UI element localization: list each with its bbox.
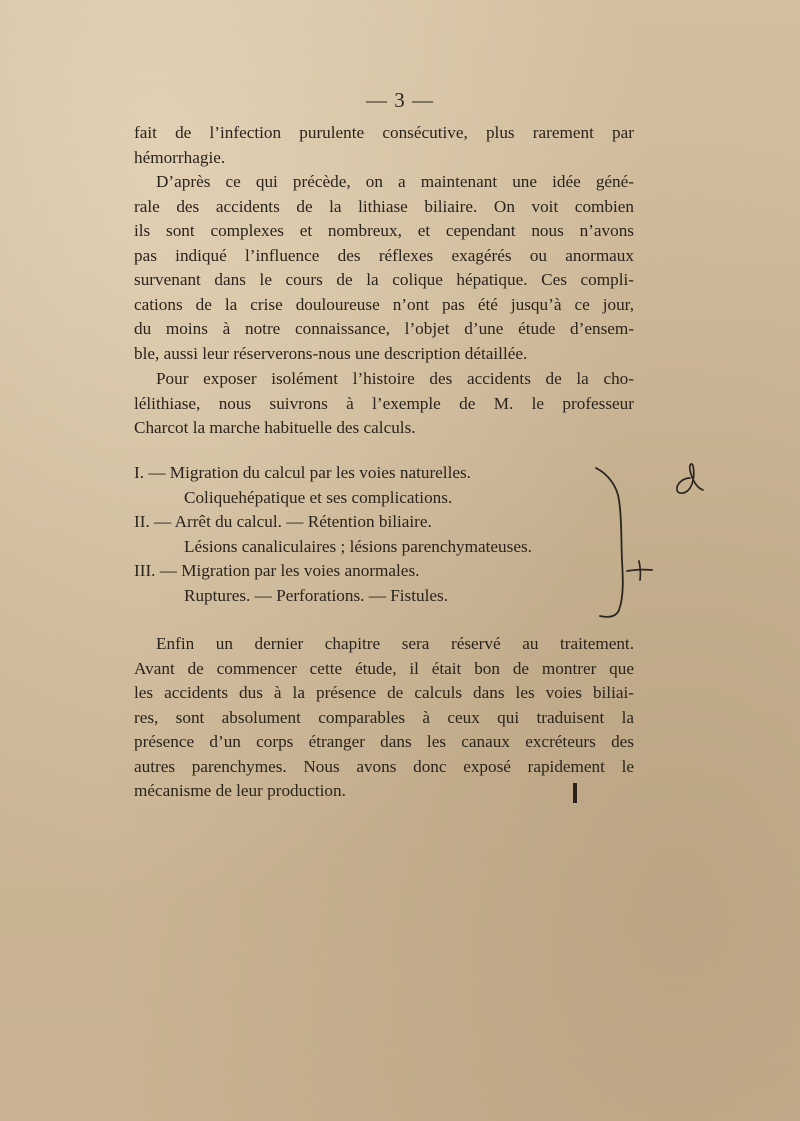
outline-item-2-sub: Lésions canaliculaires ; lésions parenchymateuses.: [184, 536, 532, 556]
text-line: Pour exposer isolément l’histoire des accidents de la cho-: [156, 369, 634, 388]
paragraph-method: [134, 367, 634, 441]
text-line: res, sont absolument comparables à ceux qui traduisent la: [134, 707, 634, 727]
text-line: Enfin un dernier chapitre sera réservé au traitement.: [156, 634, 634, 653]
outline-item-1-heading: I. — Migration du calcul par les voies naturelles.: [134, 463, 471, 482]
text-line: D’après ce qui précède, on a maintenant une idée géné-: [156, 172, 634, 191]
chapter-outline: [134, 461, 624, 608]
outline-item-3-sub: Ruptures. — Perforations. — Fistules.: [184, 585, 449, 605]
end-mark: [573, 783, 577, 803]
text-line: pas indiqué l’influence des réflexes exagérés ou anormaux: [134, 245, 634, 265]
paragraph-conclusion: [134, 632, 634, 804]
text-line: présence d’un corps étranger dans les canaux excréteurs des: [134, 732, 634, 751]
text-line: hémorrhagie.: [134, 147, 226, 167]
margin-note-top: [677, 464, 703, 493]
text-line: survenant dans le cours de la colique hépatique. Ces compli-: [134, 270, 634, 289]
page-number: — 3 —: [366, 88, 434, 112]
text-line: cations de la crise douloureuse n’ont pas été jusqu’à ce jour,: [134, 294, 634, 314]
text-line: du moins à notre connaissance, l’objet d’une étude d’ensem-: [134, 319, 634, 338]
text-line: autres parenchymes. Nous avons donc exposé rapidement le: [134, 756, 634, 776]
text-line: Avant de commencer cette étude, il était bon de montrer que: [134, 658, 634, 678]
text-line: ils sont complexes et nombreux, et cependant nous n’avons: [134, 221, 634, 240]
text-line: ble, aussi leur réserverons-nous une description détaillée.: [134, 343, 528, 363]
paragraph-continuation: [134, 121, 634, 170]
outline-item-3-heading: III. — Migration par les voies anormales.: [134, 561, 420, 580]
text-line: rale des accidents de la lithiase biliaire. On voit combien: [134, 196, 634, 216]
text-line: lélithiase, nous suivrons à l’exemple de M. le professeur: [134, 393, 634, 413]
text-line: fait de l’infection purulente consécutive, plus rarement par: [134, 123, 634, 142]
paragraph-accidents-overview: [134, 170, 634, 366]
margin-note-bottom: [627, 561, 652, 580]
outline-item-1-sub: Coliquehépatique et ses complications.: [184, 487, 453, 507]
text-line: mécanisme de leur production.: [134, 781, 346, 800]
outline-item-2-heading: II. — Arrêt du calcul. — Rétention biliaire.: [134, 512, 432, 531]
text-line: les accidents dus à la présence de calculs dans les voies biliai-: [134, 683, 634, 702]
text-line: Charcot la marche habituelle des calculs.: [134, 418, 416, 437]
